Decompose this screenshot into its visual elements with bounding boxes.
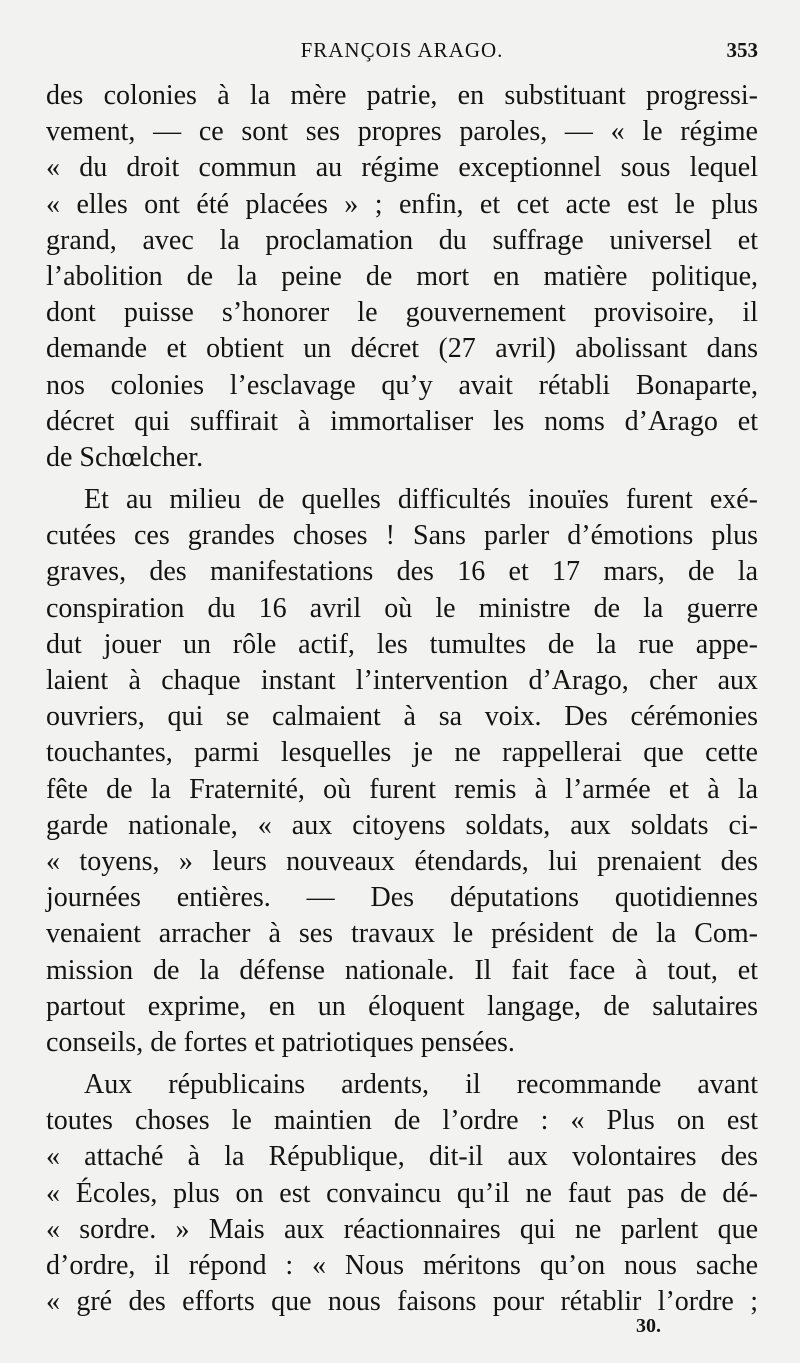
text-line: de Schœlcher.: [46, 441, 204, 473]
page-number: 353: [726, 38, 758, 62]
text-line: vement, — ce sont ses propres paroles, — « le régime: [46, 116, 758, 148]
text-line: « Écoles, plus on est convaincu qu’il ne faut pas de dé-: [46, 1177, 758, 1209]
text-line: « gré des efforts que nous faisons pour rétablir l’ordre ;: [46, 1286, 758, 1318]
text-line: ouvriers, qui se calmaient à sa voix. Des cérémonies: [46, 701, 758, 733]
text-line: venaient arracher à ses travaux le président de la Com-: [46, 918, 758, 950]
text-line: Et au milieu de quelles difficultés inouïes furent exé-: [84, 484, 758, 516]
text-line: conseils, de fortes et patriotiques pensées.: [46, 1026, 515, 1058]
text-line: journées entières. — Des députations quotidiennes: [46, 882, 758, 914]
text-line: fête de la Fraternité, où furent remis à l’armée et à la: [46, 773, 758, 805]
text-line: mission de la défense nationale. Il fait face à tout, et: [46, 954, 758, 986]
paragraph: [46, 482, 758, 1061]
body-text: [46, 78, 758, 1320]
text-line: grand, avec la proclamation du suffrage universel et: [46, 224, 758, 256]
text-line: « du droit commun au régime exceptionnel sous lequel: [46, 152, 758, 184]
text-line: « toyens, » leurs nouveaux étendards, lui prenaient des: [46, 845, 758, 877]
text-line: conspiration du 16 avril où le ministre de la guerre: [46, 592, 758, 624]
text-line: touchantes, parmi lesquelles je ne rappellerai que cette: [46, 737, 758, 769]
text-line: Aux républicains ardents, il recommande avant: [84, 1069, 758, 1101]
text-line: des colonies à la mère patrie, en substituant progressi-: [46, 80, 758, 111]
running-header: [46, 38, 758, 68]
text-line: nos colonies l’esclavage qu’y avait rétabli Bonaparte,: [46, 369, 758, 401]
signature-mark: 30.: [636, 1315, 661, 1337]
running-title: FRANÇOIS ARAGO.: [300, 38, 504, 62]
text-line: dut jouer un rôle actif, les tumultes de la rue appe-: [46, 628, 758, 660]
text-line: demande et obtient un décret (27 avril) abolissant dans: [46, 333, 758, 365]
text-line: « elles ont été placées » ; enfin, et cet acte est le plus: [46, 188, 758, 220]
text-line: « sordre. » Mais aux réactionnaires qui ne parlent que: [46, 1213, 758, 1245]
text-line: laient à chaque instant l’intervention d’Arago, cher aux: [46, 665, 758, 696]
text-line: garde nationale, « aux citoyens soldats, aux soldats ci-: [46, 809, 758, 841]
text-line: « attaché à la République, dit-il aux volontaires des: [46, 1141, 758, 1173]
paragraph: [46, 78, 758, 476]
text-line: décret qui suffirait à immortaliser les noms d’Arago et: [46, 405, 758, 437]
text-line: l’abolition de la peine de mort en matière politique,: [46, 260, 758, 292]
text-line: cutées ces grandes choses ! Sans parler d’émotions plus: [46, 520, 758, 552]
text-line: partout exprime, en un éloquent langage, de salutaires: [46, 990, 758, 1022]
text-line: toutes choses le maintien de l’ordre : « Plus on est: [46, 1105, 758, 1137]
paragraph: [46, 1067, 758, 1320]
text-line: dont puisse s’honorer le gouvernement provisoire, il: [46, 297, 758, 329]
text-line: graves, des manifestations des 16 et 17 mars, de la: [46, 556, 758, 588]
text-line: d’ordre, il répond : « Nous méritons qu’on nous sache: [46, 1250, 758, 1281]
